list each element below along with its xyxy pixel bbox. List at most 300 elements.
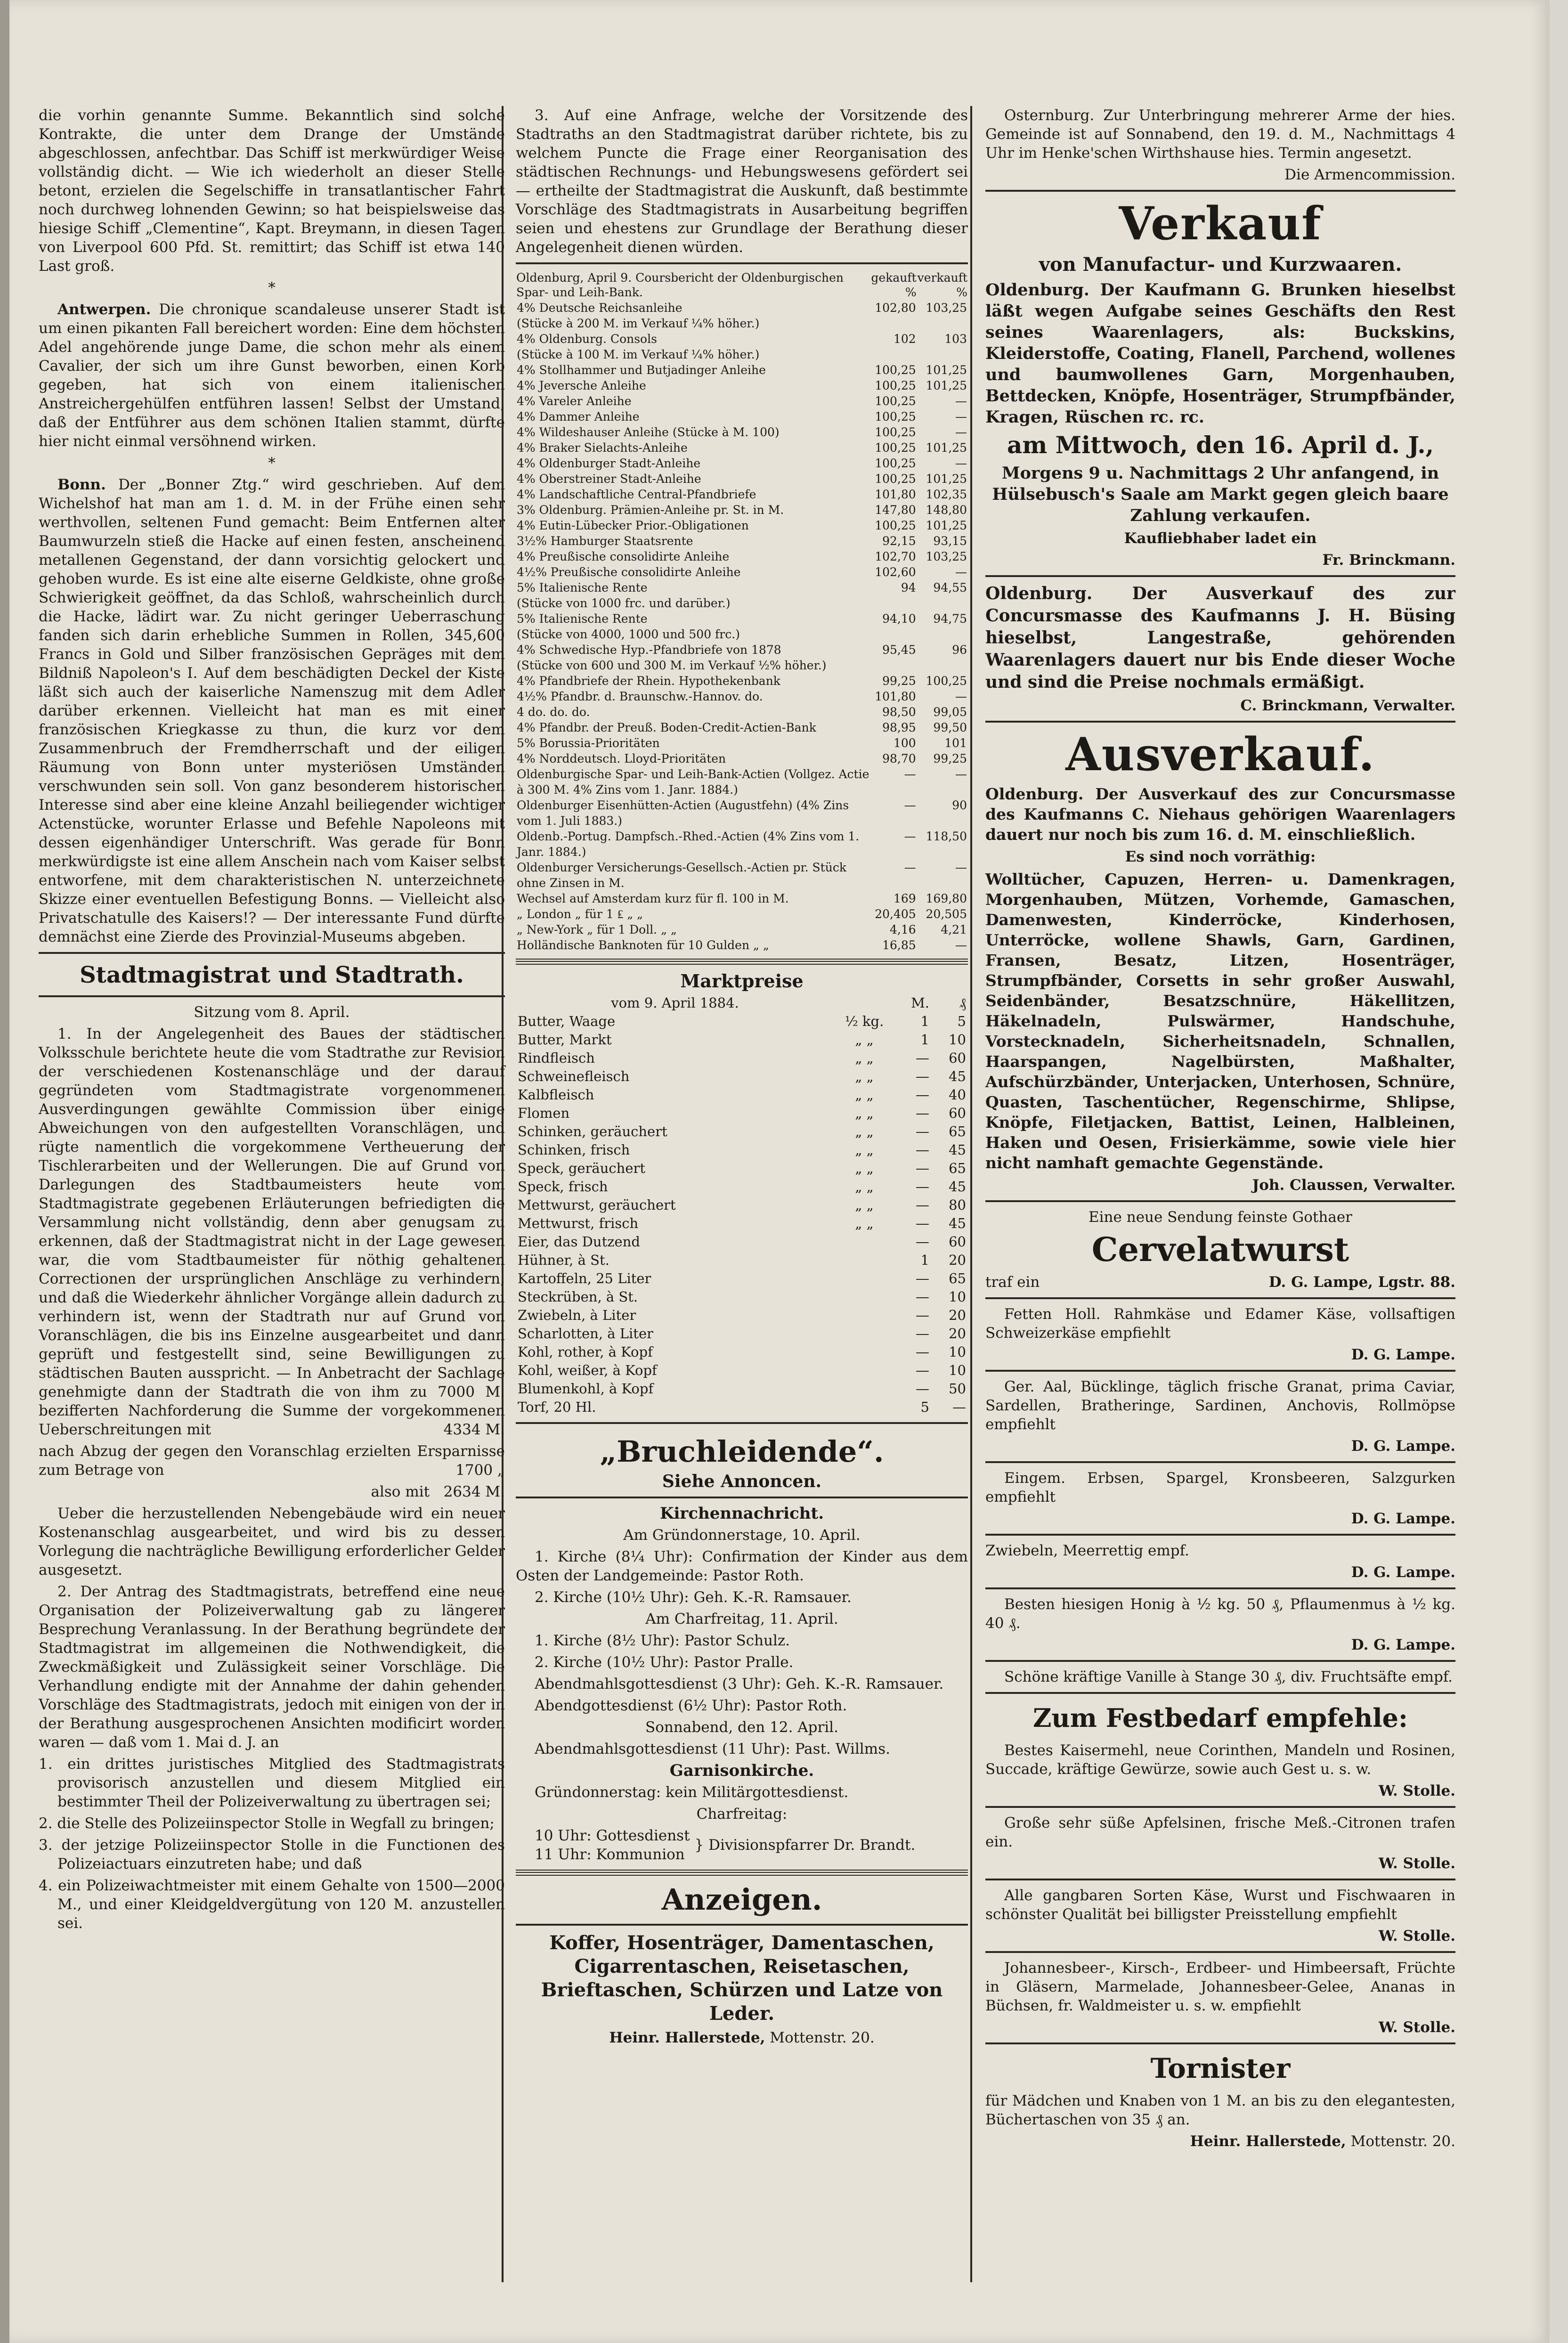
ad-signature: D. G. Lampe. [1351, 1636, 1455, 1653]
unit [834, 1251, 894, 1269]
commodity: Steckrüben, à St. [518, 1289, 638, 1305]
price-mark: — [916, 1362, 929, 1378]
table-row [516, 860, 968, 891]
price-mark: — [916, 1087, 929, 1103]
church-service: 11 Uhr: Kommunion [535, 1846, 685, 1863]
advertiser: Heinr. Hallerstede, [609, 2029, 765, 2046]
church-service: Abendgottesdienst (6½ Uhr): Pastor Roth. [535, 1697, 847, 1714]
church-service: Abendmahlsgottesdienst (11 Uhr): Past. Willms. [535, 1741, 890, 1757]
commodity: Schinken, geräuchert [518, 1123, 667, 1139]
table-header: ₰ [959, 995, 966, 1011]
table-row [516, 1398, 968, 1416]
price-mark: — [916, 1050, 929, 1066]
table-row [516, 595, 968, 611]
price-bought: 4,16 [890, 923, 916, 936]
article-bonn [39, 475, 505, 946]
price-bought: 100,25 [875, 379, 916, 392]
price-mark: — [916, 1234, 929, 1250]
church-pastor: } Divisionspfarrer Dr. Brandt. [694, 1837, 916, 1854]
commodity: Scharlotten, à Liter [518, 1326, 653, 1342]
commodity: Schweinefleisch [518, 1068, 630, 1084]
price-bought: 98,70 [882, 752, 916, 765]
price-sold: 99,50 [933, 721, 967, 734]
church-service: 10 Uhr: Gottesdienst [535, 1827, 690, 1844]
table-row [516, 797, 968, 829]
price-pfennig: 60 [949, 1050, 966, 1066]
table-row [516, 378, 968, 393]
divider [985, 1879, 1455, 1880]
list-item: 2. die Stelle des Polizeiinspector Stolle in Wegfall zu bringen; [39, 1815, 495, 1832]
price-sold: — [955, 938, 967, 952]
price-bought: 100,25 [875, 472, 916, 486]
security-name: (Stücke von 1000 frc. und darüber.) [517, 596, 731, 610]
security-name: (Stücke à 200 M. im Verkauf ¼% höher.) [517, 317, 760, 330]
advertisement: für Mädchen und Knaben von 1 M. an bis zu den elegantesten, Büchertaschen von 35 ₰ an. [985, 2092, 1455, 2128]
table-row [516, 564, 968, 580]
price-mark: — [916, 1270, 929, 1286]
item-list: Wolltücher, Capuzen, Herren- u. Damenkragen, Morgenhauben, Mützen, Vorhemde, Gamaschen, Damenwesten, Kinderröcke, Kinderhosen, Unterröcke, wollene Shawls, Garn, Gardinen, Fransen, Besatz, Litzen, Hosenträger, Strumpfbänder, Corsetts in sehr großer Auswahl, Seidenbänder, Besatzschnüre, Häkellitzen, Häkelnadeln, Pulswärmer, Handschuhe, Vorstecknadeln, Sicherheitsnadeln, Schnallen, Haarspangen, Nagelbürsten, Maßhalter, Aufschürzbänder, Unterjacken, Unterhosen, Schnüre, Quasten, Taschentücher, Regenschirme, Shlipse, Knöpfe, Filetjacken, Battist, Leinen, Halbleinen, Haken und Oesen, Frisierkämme, sowie viele hier nicht namhaft gemachte Gegenstände. [985, 870, 1455, 1172]
text-span: also mit [371, 1483, 430, 1500]
article-text [39, 1025, 505, 1439]
price-mark: 1 [920, 1013, 929, 1029]
price-sold: 94,55 [933, 581, 967, 594]
commodity: Zwiebeln, à Liter [518, 1307, 636, 1323]
unit: „ „ [855, 1142, 874, 1158]
price-bought: 100 [893, 736, 916, 750]
service-times [535, 1826, 690, 1864]
notice-signature: Die Armencommission. [1284, 166, 1455, 183]
ad-heading-ausverkauf: Ausverkauf. [1065, 728, 1375, 781]
advertisement: Bestes Kaisermehl, neue Corinthen, Mandeln und Rosinen, Succade, kräftige Gewürze, sowie auch Gest u. s. w. [985, 1742, 1455, 1778]
list-item: 1. ein drittes juristisches Mitglied des Stadtmagistrats provisorisch anzustellen und diesem Mitglied ein bestimmter Theil der Polizeiverwaltung zu übertragen sei; [39, 1756, 505, 1810]
price-sold: 101,25 [926, 441, 967, 455]
table-header [516, 270, 870, 300]
price-bought: 99,25 [882, 674, 916, 688]
unit: „ „ [855, 1215, 874, 1231]
commodity: Butter, Markt [518, 1032, 612, 1048]
table-row [516, 362, 968, 378]
security-name: 4 do. do. do. [517, 705, 590, 719]
column-rule [970, 106, 972, 2282]
security-name: 4% Jeversche Anleihe [517, 379, 646, 392]
security-name: 4½% Pfandbr. d. Braunschw.-Hannov. do. [517, 690, 763, 703]
header-sold: verkauft [917, 271, 967, 285]
article-text: 2. Der Antrag des Stadtmagistrats, betreffend eine neue Organisation der Polizeiverwaltung gab zu längerer Besprechung Veranlassung. In der Berathung begründete der Stadtmagistrat im allgemeinen die Nothwendigkeit, die Zweckmäßigkeit und Zulässigkeit seiner Vorschläge. Die Verhandlung endigte mit der Annahme der dahin gehenden Vorschläge des Stadtmagistrats, jedoch mit einigen von der in der Berathung ausgesprochenen Ansichten modificirt worden waren — daß vom 1. Mai d. J. an [39, 1583, 505, 1751]
advertisement: Besten hiesigen Honig à ½ kg. 50 ₰, Pflaumenmus à ½ kg. 40 ₰. [985, 1596, 1455, 1632]
divider [985, 1587, 1455, 1589]
security-name: (Stücke von 600 und 300 M. im Verkauf ½% höher.) [517, 659, 827, 672]
security-name: „ London „ für 1 ₤ „ „ [517, 907, 643, 921]
security-name: 4% Oldenburg. Consols [517, 332, 657, 346]
table-row [516, 1012, 968, 1031]
security-name: 4% Dammer Anleihe [517, 410, 640, 423]
ad-subheading: Es sind noch vorräthig: [1125, 848, 1316, 865]
unit: „ „ [855, 1087, 874, 1103]
security-name: Oldenburger Versicherungs-Gesellsch.-Actien pr. Stück ohne Zinsen in M. [517, 861, 846, 890]
security-name: 5% Borussia-Prioritäten [517, 736, 660, 750]
table-row [516, 1159, 968, 1178]
article-text [39, 1442, 505, 1480]
commodity: Hühner, à St. [518, 1252, 609, 1268]
price-bought: 94,10 [882, 612, 916, 626]
divider [985, 190, 1455, 192]
divider [985, 721, 1455, 723]
price-sold: 103,25 [926, 301, 967, 315]
price-sold: 96 [952, 643, 967, 657]
table-row [516, 331, 968, 347]
separator-star: * [268, 279, 276, 296]
section-heading: Stadtmagistrat und Stadtrath. [80, 962, 464, 988]
advertisement: Zwiebeln, Meerrettig empf. [985, 1542, 1189, 1559]
divider [516, 262, 968, 264]
table-row [516, 626, 968, 642]
table-row [516, 316, 968, 331]
market-heading: Marktpreise [680, 970, 804, 992]
price-sold: 99,05 [933, 705, 967, 719]
table-row [516, 906, 968, 922]
church-date: Sonnabend, den 12. April. [645, 1719, 838, 1736]
church-service: 1. Kirche (8½ Uhr): Pastor Schulz. [535, 1632, 790, 1649]
table-row [516, 1214, 968, 1233]
advertisement: Oldenburg. Der Kaufmann G. Brunken hieselbst läßt wegen Aufgabe seines Geschäfts den Rest seines Waarenlagers, als: Buckskins, Kleiderstoffe, Coating, Flanell, Parchend, wollenes und baumwollenes Garn, Morgenhauben, Bettdecken, Knöpfe, Hosenträger, Strumpfbänder, Kragen, Rüschen rc. rc. [985, 280, 1455, 427]
header-unit: % [905, 285, 917, 299]
ad-signature: W. Stolle. [1378, 1928, 1455, 1944]
price-bought: 100,25 [875, 425, 916, 439]
divider [39, 995, 505, 997]
table-row [516, 393, 968, 409]
notice-heading: „Bruchleidende“. [600, 1434, 884, 1469]
list-item: 3. der jetzige Polizeiinspector Stolle in die Functionen des Polizeiactuars einzutreten habe; und daß [39, 1837, 505, 1872]
ads-heading: Anzeigen. [661, 1882, 822, 1917]
price-sold: 101,25 [926, 379, 967, 392]
commodity: Flomen [518, 1105, 570, 1121]
ad-signature: W. Stolle. [1378, 1855, 1455, 1872]
price-sold: 100,25 [926, 674, 967, 688]
advertisement: Oldenburg. Der Ausverkauf des zur Concursmasse des Kaufmanns C. Niehaus gehörigen Waarenlagers dauert nur noch bis zum 16. d. M. einschließlich. [985, 785, 1455, 844]
price-mark: 1 [920, 1032, 929, 1048]
price-pfennig: 40 [949, 1087, 966, 1103]
price-sold [917, 626, 968, 642]
table-row [516, 1104, 968, 1123]
text-span: traf ein [985, 1274, 1040, 1291]
price-mark: — [916, 1344, 929, 1360]
commodity: Kartoffeln, 25 Liter [518, 1270, 651, 1286]
ad-signature-line [985, 1273, 1455, 1292]
market-prices-table [516, 994, 968, 1416]
price-mark: — [916, 1160, 929, 1176]
price-mark: — [916, 1289, 929, 1305]
price-sold: 20,505 [926, 907, 967, 921]
table-row [516, 456, 968, 471]
price-bought [870, 347, 917, 362]
price-mark: — [916, 1326, 929, 1342]
newspaper-page [9, 0, 1550, 2343]
price-mark: — [916, 1197, 929, 1213]
unit [834, 1343, 894, 1361]
price-bought: — [904, 830, 916, 843]
article-text: 3. Auf eine Anfrage, welche der Vorsitzende des Stadtraths an den Stadtmagistrat darüber richtete, bis zu welchem Puncte die Frage einer Reorganisation des städtischen Rechnungs- und Hebungswesens gefördert sei — ertheilte der Stadtmagistrat die Auskunft, daß bestimmte Vorschläge des Stadtmagistrats in Ausarbeitung begriffen seien und ehestens zur Grundlage der Berathung dieser Angelegenheit dienen würden. [516, 107, 968, 256]
church-service: 2. Kirche (10½ Uhr): Geh. K.-R. Ramsauer. [535, 1589, 852, 1606]
security-name: 4½% Preußische consolidirte Anleihe [517, 565, 741, 579]
unit [834, 1269, 894, 1288]
header-date: Oldenburg, April 9. [516, 271, 632, 285]
price-bought [870, 595, 917, 611]
ad-heading-cervelat: Cervelatwurst [1091, 1230, 1349, 1269]
price-sold: 99,25 [933, 752, 967, 765]
ad-signature: Fr. Brinckmann. [1322, 552, 1455, 569]
price-sold: 101,25 [926, 519, 967, 532]
ad-signature [985, 2132, 1455, 2151]
price-pfennig: 20 [949, 1252, 966, 1268]
church-date: Charfreitag: [696, 1806, 788, 1822]
header-title: Coursbericht der Oldenburgischen Spar- und Leih-Bank. [516, 271, 844, 299]
price-sold: 4,21 [941, 923, 967, 936]
table-header [917, 270, 968, 300]
price-sold: 101,25 [926, 472, 967, 486]
church-service: Gründonnerstag: kein Militärgottesdienst. [535, 1784, 849, 1801]
table-row [516, 1123, 968, 1141]
table-header-row [516, 270, 968, 300]
security-name: (Stücke von 4000, 1000 und 500 frc.) [517, 627, 740, 641]
table-row [516, 471, 968, 487]
security-name: (Stücke à 100 M. im Verkauf ¼% höher.) [517, 348, 760, 361]
security-name: 4% Pfandbr. der Preuß. Boden-Credit-Actien-Bank [517, 721, 816, 734]
price-bought: 100,25 [875, 519, 916, 532]
advertisement: Oldenburg. Der Ausverkauf des zur Concursmasse des Kaufmanns J. H. Büsing hieselbst, Langestraße, gehörenden Waarenlagers dauert nur bis Ende dieser Woche und sind die Preise nochmals ermäßigt. [985, 584, 1455, 692]
course-rows [516, 300, 968, 953]
security-name: 4% Stollhammer und Butjadinger Anleihe [517, 363, 766, 377]
table-row [516, 1343, 968, 1361]
church-date: Am Charfreitag, 11. April. [645, 1611, 838, 1627]
price-pfennig: 60 [949, 1234, 966, 1250]
ad-signature: D. G. Lampe. [1351, 1510, 1455, 1527]
price-mark: — [916, 1215, 929, 1231]
price-pfennig: 45 [949, 1142, 966, 1158]
unit: „ „ [855, 1160, 874, 1176]
advertisement: Alle gangbaren Sorten Käse, Wurst und Fischwaaren in schönster Qualität bei billigster Preisstellung empfiehlt [985, 1887, 1455, 1923]
security-name: 4% Schwedische Hyp.-Pfandbriefe von 1878 [517, 643, 781, 657]
price-sold [917, 347, 968, 362]
advertisement: Koffer, Hosenträger, Damentaschen, Cigarrentaschen, Reisetaschen, Brieftaschen, Schürzen und Latze von Leder. [541, 1932, 943, 2025]
divider [516, 1924, 968, 1926]
table-row [516, 409, 968, 424]
price-pfennig: 80 [949, 1197, 966, 1213]
text-span: 1. In der Angelegenheit des Baues der städtischen Volksschule berichtete heute die vom Stadtrathe zur Revision der verschiedenen Kostenanschläge und der darauf gegründeten vom Stadtmagistrate vorgenommenen Ausverdingungen gewählte Commission über einige Abweichungen von den aufgestellten Voranschlägen, und rügte namentlich die vorgekommene Vertheuerung der Tischlerarbeiten und der Wellerungen. Die auf Grund von Darlegungen des Stadtbaumeisters heute vom Stadtmagistrate gegebenen Erläuterungen befriedigten die Versammlung nicht vollständig, denn aber genugsam zu erkennen, daß der Stadtmagistrat nicht in der Lage gewesen war, die vom Stadtbaumeister für nöthig gehaltenen Correctionen der ursprünglichen Anschläge zu verhindern, und daß die Wiederkehr ähnlicher Vorgänge allein dadurch zu verhindern ist, wenn der Stadtrath nur auf Grund von Voranschlägen, die bis ins Einzelne ausgearbeitet und dann geprüft und festgestellt sind, seine Bewilligungen zu städtischen Bauten ausspricht. — In Anbetracht der Sachlage genehmigte dann der Stadtrath die von ihm zu 7000 M. bezifferten Nachforderung die Summe der vorgekommenen Ueberschreitungen mit [39, 1025, 505, 1438]
price-sold: 94,75 [933, 612, 967, 626]
security-name: Holländische Banknoten für 10 Gulden „ „ [517, 938, 769, 952]
column-right [985, 106, 1455, 2154]
price-sold: 102,35 [926, 488, 967, 501]
price-sold: 169,80 [926, 892, 967, 905]
church-date: Am Gründonnerstage, 10. April. [623, 1527, 861, 1544]
header-bought: gekauft [871, 271, 917, 285]
column-middle [516, 106, 968, 2050]
table-row [516, 922, 968, 937]
price-sold: 93,15 [933, 534, 967, 548]
ad-signature: C. Brinckmann, Verwalter. [1240, 697, 1455, 714]
security-name: 4% Pfandbriefe der Rhein. Hypothekenbank [517, 674, 780, 688]
commodity: Schinken, frisch [518, 1142, 630, 1158]
price-mark: — [916, 1105, 929, 1121]
table-row [516, 424, 968, 440]
ad-heading-tornister: Tornister [1150, 2052, 1291, 2084]
divider [516, 1497, 968, 1498]
divider [516, 1422, 968, 1424]
price-sold: 103,25 [926, 550, 967, 563]
market-rows [516, 1012, 968, 1416]
price-sold: — [955, 861, 967, 874]
divider [985, 1806, 1455, 1808]
table-row [516, 735, 968, 751]
garrison-services [535, 1826, 968, 1864]
commodity: Rindfleisch [518, 1050, 595, 1066]
price-pfennig: 10 [949, 1032, 966, 1048]
security-name: Oldenburger Eisenhütten-Actien (Augustfehn) (4% Zins vom 1. Juli 1883.) [517, 798, 849, 828]
table-header-row [516, 994, 968, 1012]
table-row [516, 1380, 968, 1398]
price-sold: 103 [944, 332, 967, 346]
price-bought [870, 658, 917, 673]
amount: 2634 M. [443, 1483, 505, 1500]
article-text: Ueber die herzustellenden Nebengebäude wird ein neuer Kostenanschlag ausgearbeitet, und wird bis zu dessen Vorlegung die nachträgliche Bewilligung erforderlicher Gelder ausgesetzt. [39, 1505, 505, 1578]
unit: „ „ [855, 1050, 874, 1066]
commodity: Kalbfleisch [518, 1087, 594, 1103]
security-name: 4% Oldenburger Stadt-Anleihe [517, 456, 701, 470]
ad-heading-festbedarf: Zum Festbedarf empfehle: [1033, 1703, 1408, 1733]
price-bought: 169 [893, 892, 916, 905]
table-row [516, 1361, 968, 1380]
security-name: Wechsel auf Amsterdam kurz für fl. 100 in M. [517, 892, 789, 905]
advertisement: Eingem. Erbsen, Spargel, Kronsbeeren, Salzgurken empfiehlt [985, 1470, 1455, 1505]
address: Mottenstr. 20. [770, 2029, 875, 2046]
divider [39, 952, 505, 954]
price-bought: 16,85 [882, 938, 916, 952]
price-bought: — [904, 861, 916, 874]
security-name: Oldenb.-Portug. Dampfsch.-Rhed.-Actien (4% Zins vom 1. Janr. 1884.) [517, 830, 860, 859]
security-name: 4% Oberstreiner Stadt-Anleihe [517, 472, 701, 486]
price-bought: 102,80 [875, 301, 916, 315]
price-bought: — [904, 798, 916, 812]
divider [985, 1951, 1455, 1953]
divider [985, 1534, 1455, 1536]
market-date: vom 9. April 1884. [611, 995, 739, 1011]
unit: „ „ [855, 1179, 874, 1195]
security-name: 3% Oldenburg. Prämien-Anleihe pr. St. in M. [517, 503, 784, 517]
table-row [516, 549, 968, 564]
advertisement: Ger. Aal, Bücklinge, täglich frische Granat, prima Caviar, Sardellen, Bratheringe, Sardinen, Anchovis, Rollmöpse empfiehlt [985, 1378, 1455, 1433]
table-row [516, 580, 968, 595]
header-unit: % [956, 285, 967, 299]
advertisement: Johannesbeer-, Kirsch-, Erdbeer- und Himbeersaft, Früchte in Gläsern, Marmelade, Johannesbeer-Gelee, Ananas in Büchsen, fr. Waldmeister u. s. w. empfiehlt [985, 1960, 1455, 2014]
unit: ½ kg. [845, 1013, 884, 1029]
unit [834, 1380, 894, 1398]
price-pfennig: 10 [949, 1362, 966, 1378]
commodity: Blumenkohl, à Kopf [518, 1381, 654, 1397]
price-sold: — [955, 690, 967, 703]
commodity: Kohl, rother, à Kopf [518, 1344, 653, 1360]
security-name: 4% Eutin-Lübecker Prior.-Obligationen [517, 519, 749, 532]
sale-time: Morgens 9 u. Nachmittags 2 Uhr anfangend, in Hülsebusch's Saale am Markt gegen gleich baare Zahlung verkaufen. [992, 464, 1449, 525]
table-row [516, 1196, 968, 1214]
table-row [516, 720, 968, 735]
price-sold: — [955, 410, 967, 423]
divider [985, 1660, 1455, 1662]
divider [516, 959, 968, 965]
separator-star: * [268, 455, 276, 472]
price-bought: 102,60 [875, 565, 916, 579]
ad-signature: W. Stolle. [1378, 2019, 1455, 2036]
dateline: Antwerpen. [57, 301, 151, 318]
table-row [516, 673, 968, 689]
price-mark: 5 [920, 1399, 929, 1415]
security-name: 4% Vareler Anleihe [517, 394, 632, 408]
security-name: 3½% Hamburger Staatsrente [517, 534, 693, 548]
price-bought: 101,80 [875, 488, 916, 501]
table-row [516, 347, 968, 362]
table-row [516, 502, 968, 518]
divider [985, 1297, 1455, 1299]
security-name: 5% Italienische Rente [517, 581, 648, 594]
price-sold: — [955, 565, 967, 579]
session-date: Sitzung vom 8. April. [194, 1004, 350, 1021]
ad-signature: Joh. Claussen, Verwalter. [1252, 1177, 1455, 1194]
scan-edge [0, 0, 10, 2343]
table-row [516, 1049, 968, 1067]
table-row [516, 1288, 968, 1306]
divider [985, 2042, 1455, 2044]
ad-signature [516, 2028, 968, 2047]
ad-signature: D. G. Lampe. [1351, 1438, 1455, 1455]
price-bought: 102,70 [875, 550, 916, 563]
commodity: Mettwurst, geräuchert [518, 1197, 676, 1213]
church-service: 1. Kirche (8¼ Uhr): Confirmation der Kinder aus dem Osten der Landgemeinde: Pastor Roth. [516, 1548, 968, 1584]
divider [985, 1370, 1455, 1372]
commodity: Torf, 20 Hl. [518, 1399, 596, 1415]
price-bought [870, 316, 917, 331]
price-sold: 101,25 [926, 363, 967, 377]
divider [985, 1692, 1455, 1694]
course-report-table [516, 270, 968, 953]
dateline: Bonn. [57, 476, 106, 493]
price-bought: — [904, 767, 916, 781]
price-bought: 102 [893, 332, 916, 346]
table-row [516, 1031, 968, 1049]
price-mark: — [916, 1142, 929, 1158]
price-pfennig: 10 [949, 1289, 966, 1305]
price-mark: 1 [920, 1252, 929, 1268]
commodity: Butter, Waage [518, 1013, 616, 1029]
price-bought: 98,50 [882, 705, 916, 719]
ad-invite: Kaufliebhaber ladet ein [1124, 530, 1317, 547]
address: Mottenstr. 20. [1350, 2133, 1455, 2150]
price-sold: — [955, 425, 967, 439]
church-heading: Kirchennachricht. [659, 1504, 824, 1523]
price-sold: — [955, 767, 967, 781]
table-row [516, 533, 968, 549]
divider [985, 1200, 1455, 1202]
column-left [39, 106, 505, 1936]
price-pfennig: 50 [949, 1381, 966, 1397]
table-row [516, 1086, 968, 1104]
garrison-heading: Garnisonkirche. [669, 1761, 814, 1780]
unit: „ „ [855, 1197, 874, 1213]
price-bought: 100,25 [875, 410, 916, 423]
price-pfennig: 5 [957, 1013, 966, 1029]
article-antwerpen [39, 300, 505, 451]
table-row [516, 440, 968, 456]
table-row [516, 1269, 968, 1288]
price-pfennig: 65 [949, 1270, 966, 1286]
